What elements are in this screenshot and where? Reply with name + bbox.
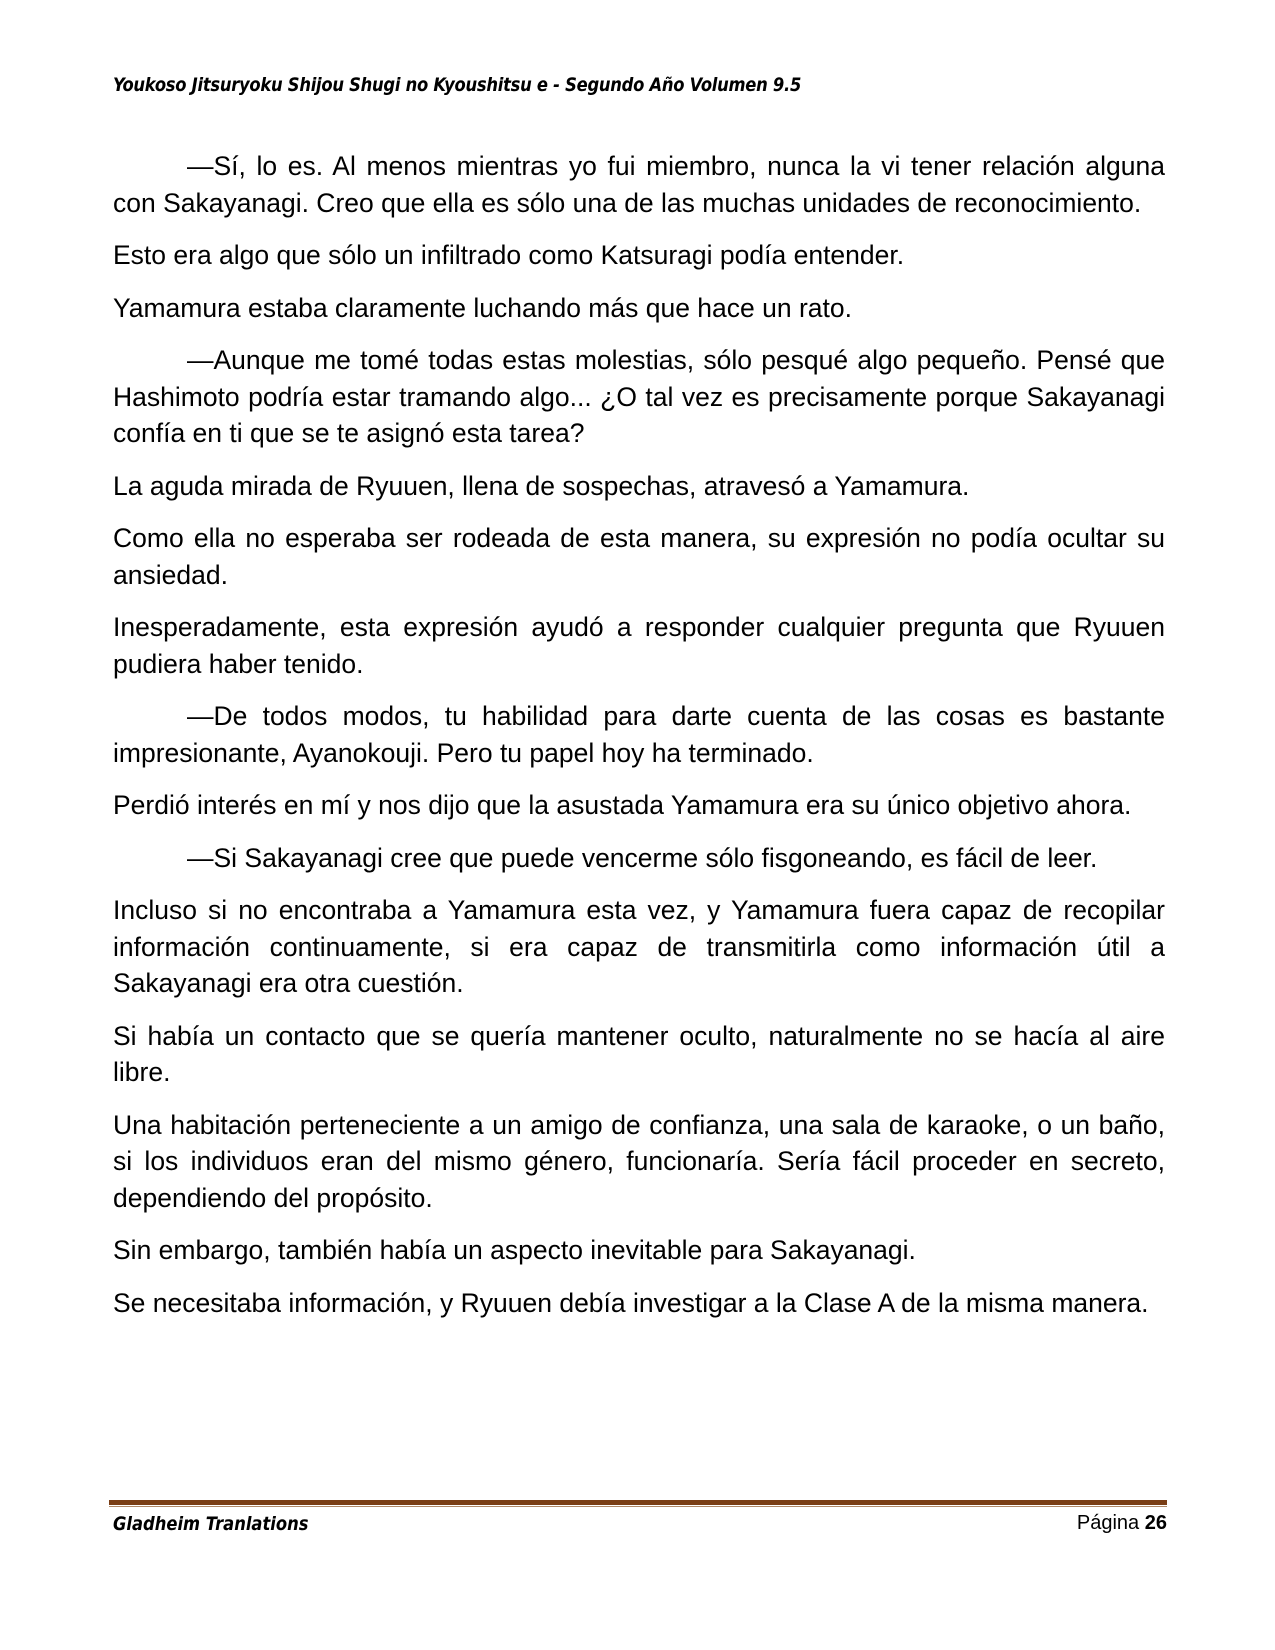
paragraph: Si había un contacto que se quería mantener oculto, naturalmente no se hacía al aire libre. <box>113 1020 1165 1087</box>
paragraph: Se necesitaba información, y Ryuuen debía investigar a la Clase A de la misma manera. <box>113 1287 1149 1318</box>
paragraph: La aguda mirada de Ryuuen, llena de sospechas, atravesó a Yamamura. <box>113 470 970 501</box>
paragraph: Una habitación perteneciente a un amigo de confianza, una sala de karaoke, o un baño, si los individuos eran del mismo género, funcionaría. Sería fácil proceder en secreto, dependiendo del propósito. <box>113 1109 1165 1213</box>
page-body <box>113 148 1165 1337</box>
footer-divider <box>109 1500 1167 1507</box>
footer-divider-thin <box>109 1506 1167 1507</box>
paragraph-dialogue: —Aunque me tomé todas estas molestias, sólo pesqué algo pequeño. Pensé que Hashimoto podría estar tramando algo... ¿O tal vez es precisamente porque Sakayanagi confía en ti que se te asignó esta tarea? <box>113 345 1165 448</box>
paragraph: Como ella no esperaba ser rodeada de esta manera, su expresión no podía ocultar su ansiedad. <box>113 523 1165 590</box>
paragraph: Yamamura estaba claramente luchando más que hace un rato. <box>113 292 852 323</box>
paragraph-dialogue: —Si Sakayanagi cree que puede vencerme sólo fisgoneando, es fácil de leer. <box>187 842 1098 873</box>
paragraph: Sin embargo, también había un aspecto inevitable para Sakayanagi. <box>113 1235 916 1265</box>
paragraph: Incluso si no encontraba a Yamamura esta vez, y Yamamura fuera capaz de recopilar información continuamente, si era capaz de transmitirla como información útil a Sakayanagi era otra cuestión. <box>113 895 1165 998</box>
page-indicator <box>1077 1512 1167 1535</box>
footer-credit: Gladheim Tranlations <box>113 1513 309 1535</box>
page-number: 26 <box>1144 1512 1167 1534</box>
page-label: Página <box>1076 1512 1140 1534</box>
paragraph: Inesperadamente, esta expresión ayudó a responder cualquier pregunta que Ryuuen pudiera haber tenido. <box>113 612 1165 679</box>
paragraph-dialogue: —Sí, lo es. Al menos mientras yo fui miembro, nunca la vi tener relación alguna con Sakayanagi. Creo que ella es sólo una de las muchas unidades de reconocimiento. <box>113 151 1165 218</box>
paragraph: Esto era algo que sólo un infiltrado como Katsuragi podía entender. <box>113 240 905 270</box>
running-header-title: Youkoso Jitsuryoku Shijou Shugi no Kyoushitsu e - Segundo Año Volumen 9.5 <box>113 74 802 96</box>
paragraph: Perdió interés en mí y nos dijo que la asustada Yamamura era su único objetivo ahora. <box>113 790 1132 820</box>
paragraph-dialogue: —De todos modos, tu habilidad para darte cuenta de las cosas es bastante impresionante, Ayanokouji. Pero tu papel hoy ha terminado. <box>113 701 1165 768</box>
